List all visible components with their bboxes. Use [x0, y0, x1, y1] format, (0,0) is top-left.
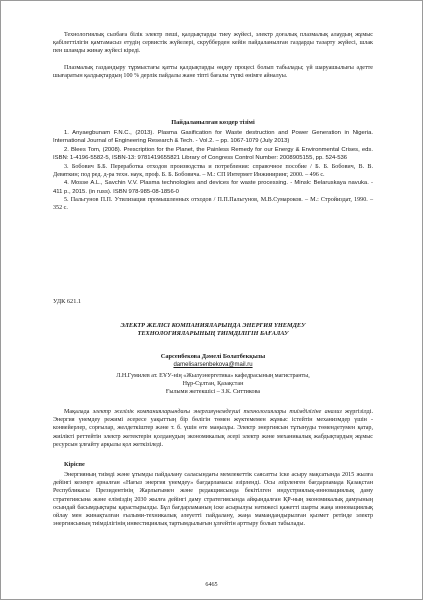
abstract-italic: электр желілік компанияларындағы энергияүнемдеуші технологиялары тиімділігіне анализ	[92, 409, 342, 415]
reference-item: 2. Blees Tom, (2008). Prescription for the Planet, the Painless Remedy for our Energy & Environmental Crises, eds. ISBN: 1-4196-5582-5, ISBN-13: 9781419655821 Library of Congress Control Number: 2008905155, pp. 524-536	[53, 146, 373, 161]
author-email[interactable]: damelisarsenbekova@mail.ru	[173, 362, 253, 368]
page-number: 6465	[205, 582, 218, 588]
article-title-line: ЭЛЕКТР ЖЕЛІСІ КОМПАНИЯЛАРЫНДА ЭНЕРГИЯ ҮНЕМДЕУ	[120, 322, 306, 329]
abstract	[53, 408, 373, 449]
reference-item: 1. Anyaegbunam F.N.C., (2013). Plasma Gasification for Waste destruction and Power Generation in Nigeria. International Journal of Engineering Research & Tech. - Vol.2. – pp. 1067-1079 (July 2013)	[53, 130, 373, 145]
author-name: Сарсенбекова Дәмелі Болатбекқызы	[160, 353, 266, 360]
paragraph-1: Технологиялық сызбаға білік электр пеші, қалдықтарды тиеу жүйесі, электр доғалық плазмалық алаудың жұмыс қабілеттілігін қамтамасыз етудің сервистік жүйелері, скрубберден кейін пайдаланылған газдарды тазарту жүйесі, шлак пен шламды жинау жүйесі кіреді.	[53, 32, 373, 55]
paragraph-2: Плазмалық газдандыру тұрмыстағы қатты қалдықтарды өңдеу процесі болып табылады; үй шаруашылығы әдетте шығаратын қалдықтардың 100 % дерлік пайдалы жане тіпті бағалы түпкі өнімге айналуы.	[53, 64, 373, 79]
reference-item: 4. Mosse A.L., Savchin V.V. Plasma technologies and devices for waste processing. - Minsk: Belaruskaya navuka. - 411 p., 2015. (in russ). ISBN 978-985-08-1856-0	[53, 180, 373, 195]
abstract-lead: Мақалада	[64, 409, 93, 415]
top-text	[53, 31, 373, 80]
affiliation-line: Л.Н.Гумилев ат. ЕҰУ-нің «Жылуэнергетика» кафедрасының магистранты,	[116, 373, 310, 379]
affiliation	[53, 372, 373, 397]
abstract-paragraph	[53, 408, 373, 449]
affiliation-line: Ғылыми жетекшісі – З.К. Ситтикова	[165, 389, 261, 396]
reference-item: 3. Бобович Б.Б. Переработка отходов производства и потребления: справочное пособие / Б. Б. Бобович, В. В. Девяткин; под ред. д-ра техн. наук, проф. Б. Б. Бобовича. – М.: СП Интермет Инжиниринг, 2000. – 496 с.	[53, 163, 373, 178]
intro-heading: Кіріспе	[64, 461, 85, 468]
references-heading: Пайдаланылған көздер тізімі	[171, 119, 255, 126]
udk-code: УДК 621.1	[53, 298, 82, 305]
reference-item: 5. Пальгунов П.П. Утилизация промышленных отходов / П.П.Пальгунов, М.В.Сумароков. – М.: Стройиздат, 1990. – 352 с.	[53, 197, 373, 212]
intro-paragraph: Энергияның тиімді және ұтымды пайдалану саласындағы мемлекеттік саясатты іске асыру мақсатында 2015 жылға дейінгі кезеңге арналған «Нағыз энергия үнемдеу» бағдарламасы әзірленді. Осы әзірленген бағдарламада Қазақстан Республикасы Президентінің Жарлығымен және редакциясында бекітілген индустриялық-инновациялық даму стратегиясына және еліміздің 2030 жылға дейінгі даму стратегиясында айқындалған ҚР-ның экономикалық дамуының осындай басымдықтары қарастырылды. Бұл бағдарламаның іске асырылуы нәтижесі қажетті шарты жаңа инновациялық ойлау мен жинақталған ғылыми-техникалық әлеуетті пайдалану, жаңа мамандандырылған қызмет ретінде электр энергиясының тиімділігінің инвестициялық тартымдылығын ұлғейтін арттыру болып табылады.	[53, 472, 373, 528]
article-title	[53, 322, 373, 339]
references-list	[53, 129, 373, 213]
article-title-line: ТЕХНОЛОГИЯЛАРЫНЫҢ ТИІМДІЛІГІН БАҒАЛАУ	[137, 330, 289, 338]
intro-section	[53, 471, 373, 528]
affiliation-line: Нұр-Сұлтан, Қазақстан	[182, 381, 244, 388]
abstract-rest: жүргізілді. Энергия үнемдеу режимі әсересе уақыттың бір бөлігін төмен жүктемемен жұмыс істейтін механизмдер үшін - конвейерлер, сорғылар, желдеткіштер және т. б. үшін өте маңызды. Электр энергиясын тұтынуды төмендетумен қатар, жиілікті реттейтін электр жетектерін қолданудың экономикалық әсері электр және механикалық жабдықтардың жұмыс ресурсын ұлғайту арқылы қол жеткізіледі.	[53, 409, 374, 448]
